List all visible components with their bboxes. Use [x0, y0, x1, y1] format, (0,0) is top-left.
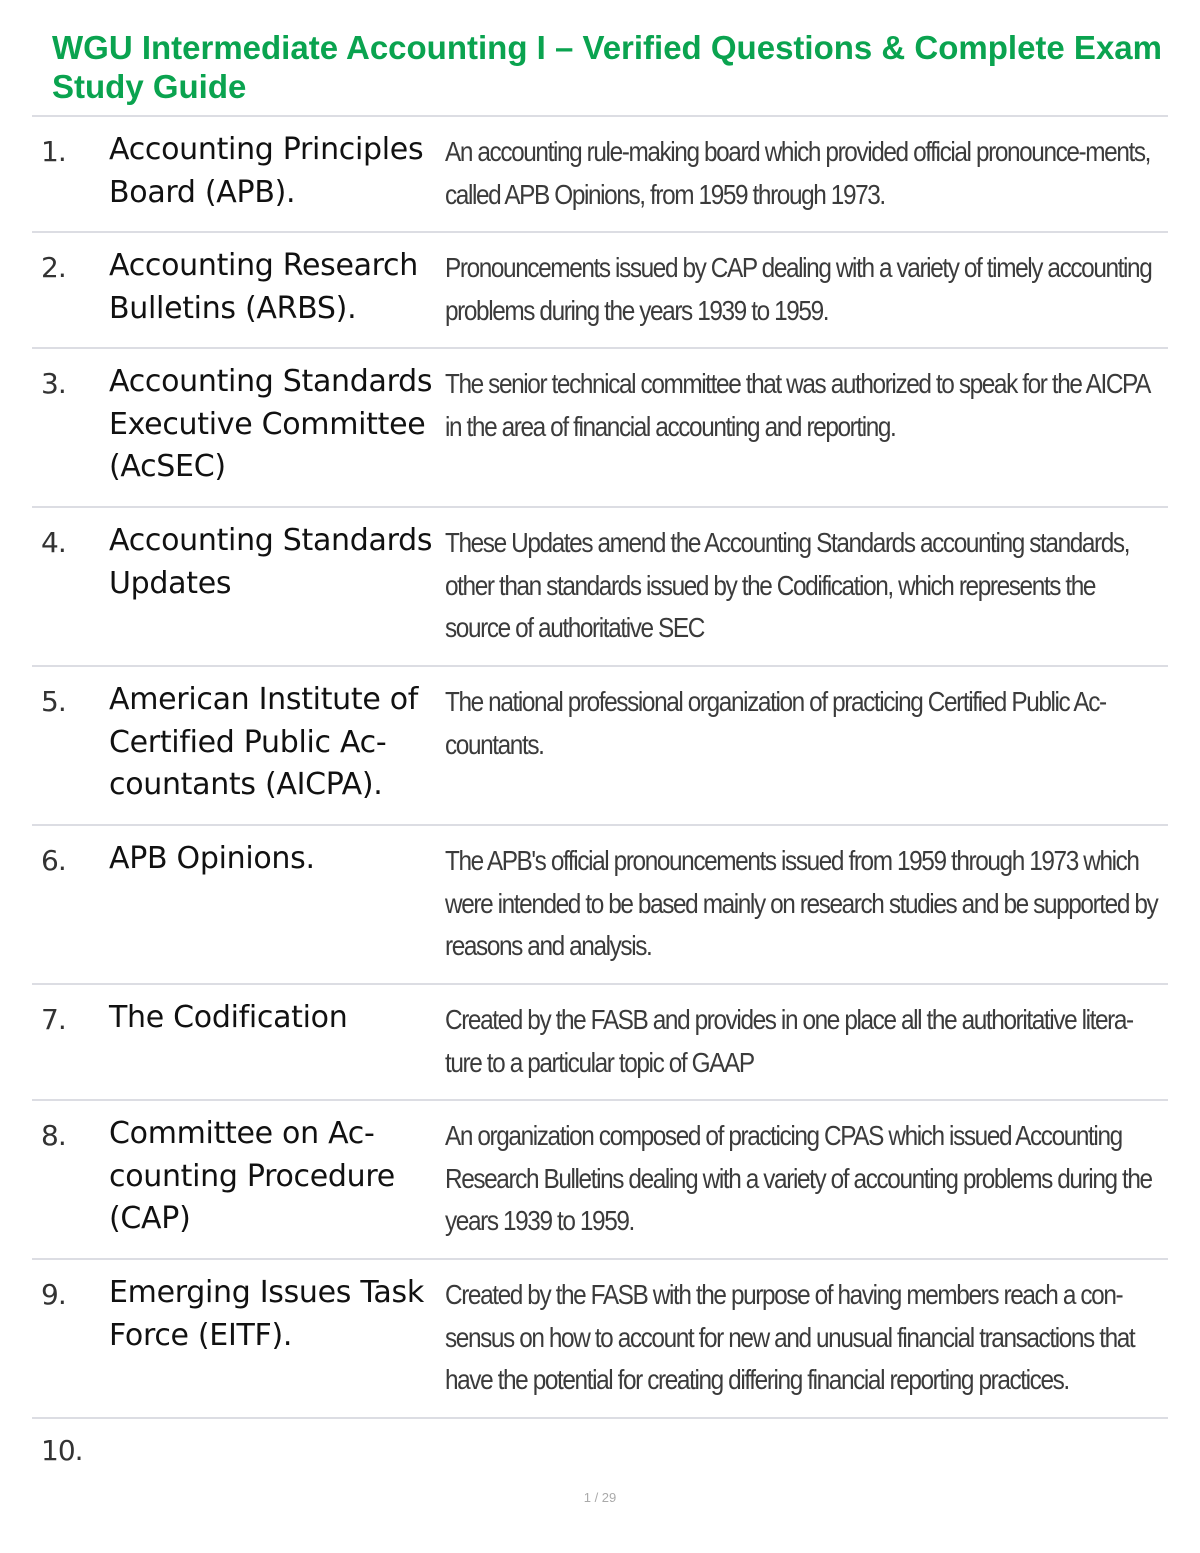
- list-item: [32, 667, 1168, 826]
- definition: These Updates amend the Accounting Standards accounting standards, other than standards issued by the Codification, which represents the source of authoritative SEC: [445, 527, 1130, 643]
- list-item: [32, 1260, 1168, 1419]
- list-item: [32, 985, 1168, 1101]
- list-item: [32, 508, 1168, 667]
- definition: An organization composed of practicing CPAS which issued Accounting Research Bulletins dealing with a variety of accounting problems during the years 1939 to 1959.: [445, 1120, 1152, 1236]
- item-number: 1.: [41, 135, 66, 168]
- item-number: 5.: [41, 685, 66, 718]
- term: The Codification: [109, 1000, 348, 1035]
- list-item: [32, 349, 1168, 508]
- term: Accounting Standards Executive Committee (AcSEC): [109, 364, 433, 484]
- item-number: 8.: [41, 1119, 66, 1152]
- term: Accounting Standards Updates: [109, 523, 433, 601]
- definition: Created by the FASB with the purpose of having members reach a con-sensus on how to account for new and unusual financial transactions that have the potential for creating differing financial reporting practices.: [445, 1279, 1135, 1395]
- term: Accounting Principles Board (APB).: [109, 132, 424, 210]
- definition: An accounting rule-making board which provided official pronounce-ments, called APB Opinions, from 1959 through 1973.: [445, 136, 1151, 210]
- term: APB Opinions.: [109, 841, 315, 876]
- list-item: [32, 1101, 1168, 1260]
- term: Committee on Ac-counting Procedure (CAP): [109, 1116, 395, 1236]
- list-item: [32, 233, 1168, 349]
- item-number: 6.: [41, 844, 66, 877]
- item-number: 4.: [41, 526, 66, 559]
- item-number: 10.: [41, 1434, 83, 1467]
- definition: Pronouncements issued by CAP dealing with a variety of timely accounting problems during the years 1939 to 1959.: [445, 252, 1152, 326]
- definition: Created by the FASB and provides in one place all the authoritative litera-ture to a particular topic of GAAP: [445, 1004, 1133, 1078]
- term: Emerging Issues Task Force (EITF).: [109, 1275, 424, 1353]
- term: American Institute of Certified Public Ac-countants (AICPA).: [109, 682, 419, 802]
- term: Accounting Research Bulletins (ARBS).: [109, 248, 418, 326]
- definition: The national professional organization of practicing Certified Public Ac-countants.: [445, 686, 1106, 760]
- page-indicator: 1 / 29: [583, 1490, 617, 1505]
- item-number: 2.: [41, 251, 66, 284]
- item-number: 3.: [41, 367, 66, 400]
- term-list: [32, 117, 1168, 1419]
- definition: The senior technical committee that was authorized to speak for the AICPA in the area of financial accounting and reporting.: [445, 368, 1149, 442]
- definition: The APB's official pronouncements issued from 1959 through 1973 which were intended to be based mainly on research studies and be supported by reasons and analysis.: [445, 845, 1158, 961]
- item-number: 9.: [41, 1278, 66, 1311]
- list-item: [32, 117, 1168, 233]
- item-number: 7.: [41, 1003, 66, 1036]
- list-item: [32, 826, 1168, 985]
- document-title: WGU Intermediate Accounting I – Verified Questions & Complete Exam Study Guide: [52, 29, 1162, 105]
